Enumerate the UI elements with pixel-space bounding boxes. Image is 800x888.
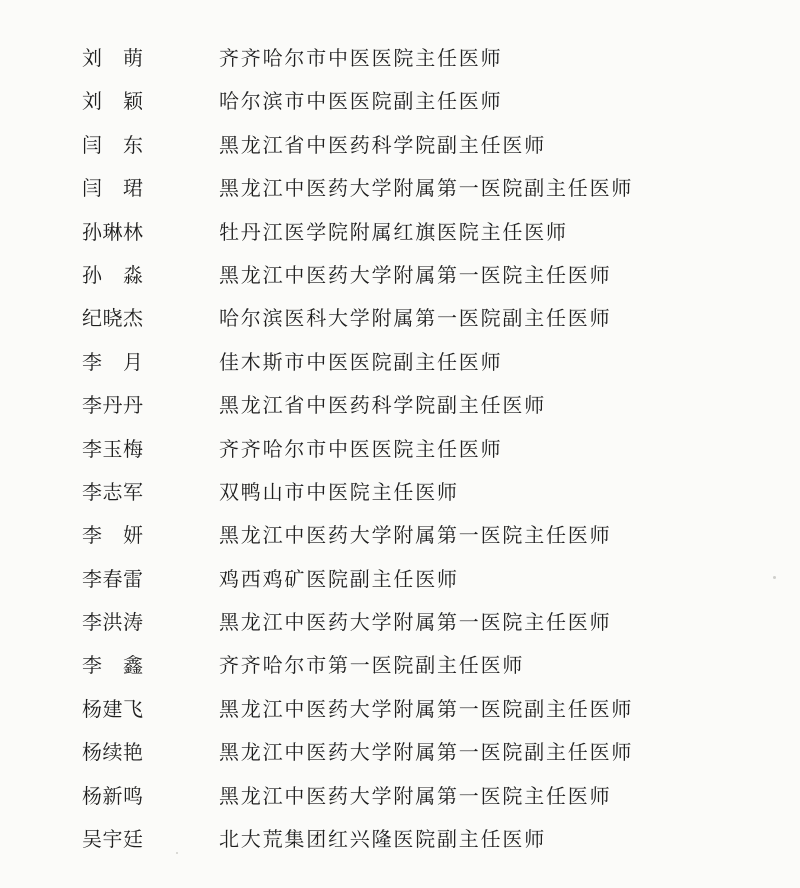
physician-name: 闫 东 [82,132,144,157]
physician-affiliation: 齐齐哈尔市第一医院副主任医师 [219,653,525,678]
list-item [0,384,800,427]
physician-name: 杨新鸣 [82,783,144,808]
list-item [0,644,800,687]
list-item [0,428,800,471]
physician-affiliation: 黑龙江中医药大学附属第一医院主任医师 [219,262,612,287]
physician-name: 李 月 [82,349,144,374]
physician-list [0,37,800,861]
physician-name: 孙 淼 [82,262,144,287]
list-item [0,688,800,731]
list-item [0,80,800,123]
physician-name: 李 妍 [82,523,144,548]
list-item [0,167,800,210]
list-item [0,471,800,514]
physician-name: 闫 珺 [82,176,144,201]
physician-name: 杨建飞 [82,696,144,721]
physician-name: 李丹丹 [82,393,144,418]
physician-affiliation: 双鸭山市中医院主任医师 [219,479,459,504]
list-item [0,775,800,818]
physician-affiliation: 黑龙江省中医药科学院副主任医师 [219,132,546,157]
list-item [0,514,800,557]
physician-affiliation: 黑龙江中医药大学附属第一医院副主任医师 [219,740,634,765]
list-item [0,37,800,80]
list-item [0,124,800,167]
physician-name: 刘 颖 [82,89,144,114]
scan-speck [176,852,178,854]
physician-name: 李春雷 [82,566,144,591]
list-item [0,211,800,254]
list-item [0,341,800,384]
physician-affiliation: 牡丹江医学院附属红旗医院主任医师 [219,219,568,244]
physician-name: 李 鑫 [82,653,144,678]
list-item [0,818,800,861]
physician-affiliation: 黑龙江中医药大学附属第一医院主任医师 [219,783,612,808]
physician-name: 刘 萌 [82,46,144,70]
list-item [0,731,800,774]
physician-affiliation: 黑龙江省中医药科学院副主任医师 [219,393,546,418]
physician-affiliation: 黑龙江中医药大学附属第一医院副主任医师 [219,696,634,721]
physician-name: 纪晓杰 [82,306,144,331]
physician-name: 吴宇廷 [82,827,144,852]
physician-name: 李志军 [82,479,144,504]
physician-name: 孙琳林 [82,219,144,244]
list-item [0,601,800,644]
physician-affiliation: 佳木斯市中医医院副主任医师 [219,349,503,374]
physician-affiliation: 齐齐哈尔市中医医院主任医师 [219,436,503,461]
physician-affiliation: 鸡西鸡矿医院副主任医师 [219,566,459,591]
physician-name: 李洪涛 [82,610,144,635]
physician-name: 杨续艳 [82,740,144,765]
physician-name: 李玉梅 [82,436,144,461]
physician-affiliation: 黑龙江中医药大学附属第一医院主任医师 [219,523,612,548]
physician-affiliation: 黑龙江中医药大学附属第一医院主任医师 [219,610,612,635]
scan-speck [773,576,776,579]
physician-affiliation: 北大荒集团红兴隆医院副主任医师 [219,827,546,852]
list-item [0,254,800,297]
physician-affiliation: 齐齐哈尔市中医医院主任医师 [219,46,503,70]
physician-affiliation: 黑龙江中医药大学附属第一医院副主任医师 [219,176,634,201]
physician-affiliation: 哈尔滨医科大学附属第一医院副主任医师 [219,306,612,331]
list-item [0,558,800,601]
list-item [0,297,800,340]
physician-affiliation: 哈尔滨市中医医院副主任医师 [219,89,503,114]
